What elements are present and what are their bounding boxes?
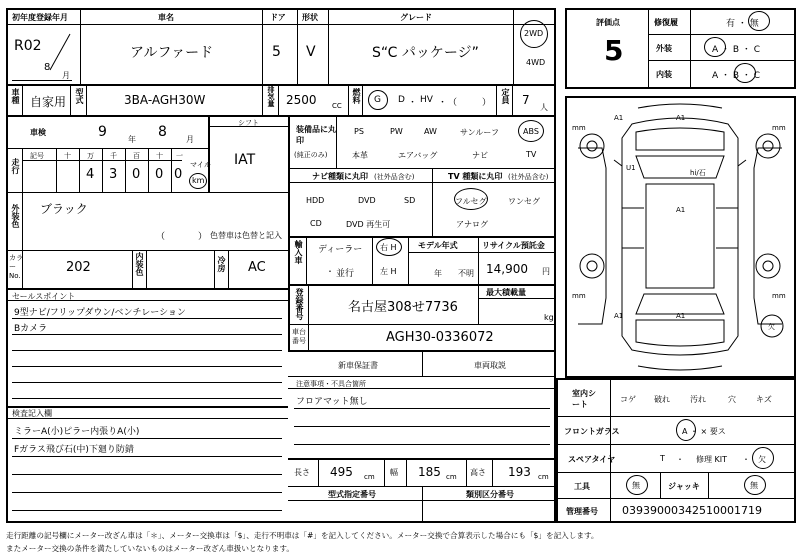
diagram-a1-roof: A1 bbox=[676, 206, 686, 214]
ac-value: AC bbox=[248, 260, 266, 275]
diagram-ketsu: 欠 bbox=[768, 323, 775, 331]
first-reg-month: 8 bbox=[44, 62, 51, 73]
navi-hdd: HDD bbox=[306, 196, 325, 205]
inspection-year-unit: 年 bbox=[128, 135, 136, 144]
windshield-selected-circle bbox=[676, 419, 696, 441]
drive-4wd: 4WD bbox=[526, 58, 546, 67]
import-left: 左 H bbox=[380, 267, 397, 276]
score-label: 評価点 bbox=[596, 18, 620, 27]
capacity-value: 7 bbox=[522, 93, 530, 107]
import-label: 輸入車 bbox=[294, 240, 303, 264]
recycle-value: 14,900 bbox=[486, 262, 528, 276]
diagram-a1-rear-2: A1 bbox=[676, 312, 686, 320]
exterior-selected-circle bbox=[704, 37, 726, 57]
tv-label: TV 種類に丸印 bbox=[448, 172, 503, 181]
repair-selected-circle bbox=[748, 11, 770, 31]
ac-label: 冷房 bbox=[217, 256, 226, 272]
mileage-digit-5: 0 bbox=[155, 167, 164, 182]
interior-color-label: 内装色 bbox=[135, 252, 144, 276]
grade-label: グレード bbox=[400, 13, 432, 22]
mileage-digit-4: 0 bbox=[132, 167, 141, 182]
navi-dvd: DVD bbox=[358, 196, 376, 205]
km-label: km bbox=[192, 176, 205, 185]
import-dot: ・ bbox=[326, 267, 334, 276]
recycle-unit: 円 bbox=[542, 267, 550, 276]
color-no-label: カラーNo. bbox=[9, 254, 23, 280]
interior-seat-label: 室内シート bbox=[572, 389, 596, 409]
door-value: 5 bbox=[272, 44, 281, 60]
mileage-digit-6: 0 bbox=[174, 167, 183, 182]
model-label: 型式 bbox=[75, 88, 84, 104]
notes-line-1: フロアマット無し bbox=[296, 397, 368, 407]
chassis-value: AGH30-0336072 bbox=[386, 330, 494, 345]
tools-value: 無 bbox=[632, 481, 640, 490]
height-unit: cm bbox=[538, 473, 549, 481]
diagram-a1-rear: A1 bbox=[614, 312, 624, 320]
capacity-unit: 人 bbox=[540, 103, 548, 112]
diagram-a1-front-2: A1 bbox=[676, 114, 686, 122]
equip-sunroof: サンルーフ bbox=[460, 128, 499, 137]
digit-header-3: 千 bbox=[110, 152, 117, 160]
management-label: 管理番号 bbox=[566, 507, 598, 516]
inspector-line-2: Fガラス飛び石(中)下廻り防錆 bbox=[14, 445, 134, 455]
spare-dot-1: ・ bbox=[676, 455, 684, 464]
import-parallel: 並行 bbox=[336, 269, 355, 279]
spare-missing: 欠 bbox=[758, 455, 766, 464]
color-paren-close: ） bbox=[198, 232, 208, 242]
diagram-a1-front: A1 bbox=[614, 114, 624, 122]
inspection-month-unit: 月 bbox=[186, 135, 194, 144]
diagram-mm-2: mm bbox=[772, 124, 786, 132]
exterior-label: 外装 bbox=[656, 44, 672, 53]
exterior-options: A ・ B ・ C bbox=[712, 45, 761, 55]
color-no-value: 202 bbox=[66, 260, 91, 275]
inspection-year: 9 bbox=[98, 124, 107, 140]
equip-abs: ABS bbox=[523, 127, 539, 136]
chassis-label: 車台番号 bbox=[292, 328, 306, 345]
grade-value: S“C パッケージ” bbox=[372, 45, 479, 61]
type-number-label: 型式指定番号 bbox=[328, 490, 376, 499]
equip-ps: PS bbox=[354, 127, 364, 136]
mileage-label: 走行 bbox=[11, 158, 20, 174]
fuel-dot-2: ・ bbox=[438, 98, 448, 108]
tv-analog: アナログ bbox=[456, 220, 488, 229]
diagram-mm-3: mm bbox=[572, 292, 586, 300]
displacement-unit: CC bbox=[332, 102, 342, 110]
digit-header-6: 一 bbox=[176, 152, 183, 160]
navi-dvd-play: DVD 再生可 bbox=[346, 220, 391, 229]
equip-pw: PW bbox=[390, 127, 403, 136]
model-year-unit: 年 bbox=[434, 269, 442, 278]
diagram-u1: U1 bbox=[626, 164, 636, 172]
max-load-unit: kg bbox=[544, 313, 554, 322]
navi-cd: CD bbox=[310, 219, 322, 228]
door-label: ドア bbox=[270, 13, 286, 22]
mileage-digit-2: 4 bbox=[86, 167, 95, 182]
color-paren-open: （ bbox=[156, 232, 166, 242]
inspector-line-1: ミラーA(小)ピラー内張りA(小) bbox=[14, 427, 140, 437]
navi-label: ナビ種類に丸印 bbox=[312, 172, 368, 181]
spare-label: スペアタイヤ bbox=[568, 455, 616, 464]
spare-t: T bbox=[660, 454, 665, 463]
registration-label: 登録番号 bbox=[295, 288, 304, 320]
repair-options: 有 ・ 無 bbox=[726, 19, 759, 29]
vehicle-class-label: 車種 bbox=[11, 88, 20, 104]
import-dealer: ディーラー bbox=[318, 245, 363, 255]
displacement-label: 排気量 bbox=[267, 86, 275, 107]
tv-oneseg: ワンセグ bbox=[508, 197, 540, 206]
length-value: 495 bbox=[330, 465, 353, 479]
interior-options: A ・ B ・ C bbox=[712, 71, 761, 81]
interior-selected-circle bbox=[734, 63, 756, 83]
model-year-unknown: 不明 bbox=[458, 269, 474, 278]
diagram-hishi: hi/石 bbox=[690, 169, 706, 177]
notes-label: 注意事項・不具合箇所 bbox=[296, 380, 366, 388]
windshield-options: A ・ × 要ス bbox=[682, 427, 726, 436]
equip-airbag: エアバッグ bbox=[398, 151, 438, 160]
date-slash bbox=[48, 32, 72, 72]
digit-header-1: 十 bbox=[64, 152, 71, 160]
diagram-mm-1: mm bbox=[572, 124, 586, 132]
import-right: 右 H bbox=[380, 243, 397, 252]
footer-line-1: 走行距離の記号欄にメーター改ざん車は「＊」、メーター交換車は「$」、走行不明車は「#」を記入してください。メーター交換で合算表示した場合にも「$」を記入します。 bbox=[6, 531, 599, 540]
mile-label: マイル bbox=[190, 161, 211, 169]
navi-sd: SD bbox=[404, 196, 416, 205]
digit-header-2: 万 bbox=[87, 152, 94, 160]
shift-label: シフト bbox=[238, 119, 259, 127]
jack-value: 無 bbox=[750, 481, 758, 490]
seat-option-scratch: キズ bbox=[756, 395, 772, 404]
height-value: 193 bbox=[508, 465, 531, 479]
inspection-month: 8 bbox=[158, 124, 167, 140]
equip-leather: 本革 bbox=[352, 151, 368, 160]
model-year-label: モデル年式 bbox=[418, 241, 458, 250]
sales-point-line-1: 9型ナビ/フリップダウン/ベンチレーション bbox=[14, 308, 186, 318]
first-reg-month-unit: 月 bbox=[62, 71, 70, 80]
inspection-label: 車検 bbox=[30, 128, 46, 137]
car-damage-diagram bbox=[566, 98, 794, 376]
spare-repair-kit: 修理 KIT bbox=[696, 455, 728, 464]
width-label: 幅 bbox=[390, 468, 398, 477]
fuel-option-hv: HV bbox=[420, 95, 433, 105]
tools-label: 工具 bbox=[574, 482, 590, 491]
inspector-label: 検査記入欄 bbox=[12, 409, 52, 418]
class-number-label: 類別区分番号 bbox=[466, 490, 514, 499]
registration-value: 名古屋308せ7736 bbox=[348, 300, 458, 315]
color-note: 色替車は色替と記入 bbox=[210, 231, 282, 240]
mileage-digit-3: 3 bbox=[109, 167, 118, 182]
navi-sub: (社外品含む) bbox=[374, 173, 415, 181]
fuel-label: 燃料 bbox=[352, 88, 361, 104]
vehicle-manual: 車両取説 bbox=[474, 361, 506, 370]
drive-2wd: 2WD bbox=[524, 29, 544, 38]
sales-point-line-2: Bカメラ bbox=[14, 324, 48, 334]
car-name-label: 車名 bbox=[158, 13, 174, 22]
seat-option-hole: 穴 bbox=[728, 395, 736, 404]
displacement-value: 2500 bbox=[286, 93, 317, 107]
car-name-value: アルファード bbox=[130, 45, 214, 61]
fuel-option-g: G bbox=[374, 95, 381, 105]
footer-line-2: またメーター交換の条件を満たしていないものはメーター改ざん車扱いとなります。 bbox=[6, 544, 294, 553]
spare-dot-2: ・ bbox=[742, 455, 750, 464]
digit-header-5: 十 bbox=[156, 152, 163, 160]
shape-label: 形状 bbox=[302, 13, 318, 22]
max-load-label: 最大積載量 bbox=[486, 288, 526, 297]
seat-option-stain: 汚れ bbox=[690, 395, 706, 404]
management-value: 03939000342510001719 bbox=[622, 504, 762, 517]
mileage-symbol-label: 記号 bbox=[30, 152, 44, 160]
length-unit: cm bbox=[364, 473, 375, 481]
equipment-sub-label: (純正のみ) bbox=[294, 151, 328, 159]
vehicle-class-value: 自家用 bbox=[30, 95, 67, 109]
equip-aw: AW bbox=[424, 127, 437, 136]
model-value: 3BA-AGH30W bbox=[124, 93, 206, 107]
fuel-paren-close: ） bbox=[482, 98, 492, 108]
diagram-mm-4: mm bbox=[772, 292, 786, 300]
recycle-label: リサイクル預託金 bbox=[482, 241, 545, 250]
score-value: 5 bbox=[604, 34, 624, 67]
sales-points-label: セールスポイント bbox=[12, 292, 76, 301]
equip-tv: TV bbox=[526, 150, 537, 159]
fuel-dot-1: ・ bbox=[408, 98, 418, 108]
windshield-label: フロントガラス bbox=[564, 427, 620, 436]
first-reg-year: R02 bbox=[14, 38, 42, 54]
digit-header-4: 百 bbox=[133, 152, 140, 160]
width-unit: cm bbox=[446, 473, 457, 481]
shape-value: V bbox=[306, 44, 316, 60]
fuel-option-d: D bbox=[398, 95, 405, 105]
capacity-label: 定員 bbox=[501, 88, 510, 104]
shift-value: IAT bbox=[234, 152, 256, 168]
seat-option-tear: 破れ bbox=[654, 395, 670, 404]
length-label: 長さ bbox=[294, 468, 310, 477]
fuel-paren-open: （ bbox=[448, 98, 458, 108]
color-value: ブラック bbox=[40, 202, 88, 216]
interior-label: 内装 bbox=[656, 70, 672, 79]
width-value: 185 bbox=[418, 465, 441, 479]
jack-label: ジャッキ bbox=[668, 482, 700, 491]
seat-option-burn: コゲ bbox=[620, 395, 636, 404]
first-reg-label: 初年度登録年月 bbox=[12, 13, 68, 22]
height-label: 高さ bbox=[470, 468, 486, 477]
color-label: 外装色 bbox=[11, 204, 20, 228]
equipment-label: 装備品に丸印 bbox=[296, 125, 336, 145]
equip-navi: ナビ bbox=[472, 151, 488, 160]
repair-label: 修復履 bbox=[654, 18, 678, 27]
tv-fullseg: フルセグ bbox=[455, 197, 487, 206]
new-car-warranty: 新車保証書 bbox=[338, 361, 378, 370]
tv-sub: (社外品含む) bbox=[508, 173, 549, 181]
